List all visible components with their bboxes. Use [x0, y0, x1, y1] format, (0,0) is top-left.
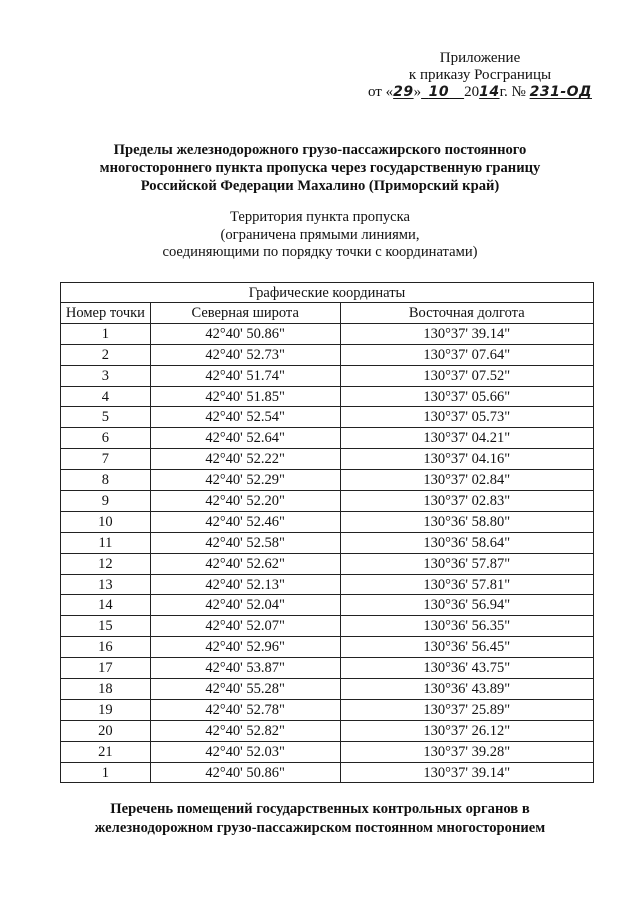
- table-header-row: [61, 303, 594, 324]
- longitude-cell: 130°36' 58.64": [340, 532, 594, 553]
- longitude-cell: 130°37' 07.52": [340, 365, 594, 386]
- longitude-cell: 130°37' 39.28": [340, 741, 594, 762]
- subtitle-line: соединяющими по порядку точки с координатами): [162, 244, 478, 260]
- order-reference: к приказу Росграницы: [408, 67, 552, 83]
- point-number-cell: 19: [61, 699, 151, 720]
- latitude-cell: 42°40' 55.28": [150, 679, 340, 700]
- point-number-cell: 13: [61, 574, 151, 595]
- title-line: Пределы железнодорожного грузо-пассажирского постоянного: [113, 142, 527, 158]
- point-number-cell: 12: [61, 553, 151, 574]
- longitude-cell: 130°37' 25.89": [340, 699, 594, 720]
- longitude-cell: 130°37' 39.14": [340, 762, 594, 783]
- table-row: [61, 679, 594, 700]
- point-number-cell: 17: [61, 658, 151, 679]
- latitude-cell: 42°40' 53.87": [150, 658, 340, 679]
- longitude-cell: 130°37' 02.84": [340, 470, 594, 491]
- order-number: 231-ОД: [529, 84, 592, 100]
- table-row: [61, 595, 594, 616]
- appendix-label: Приложение: [439, 50, 521, 66]
- point-number-cell: 6: [61, 428, 151, 449]
- latitude-cell: 42°40' 52.04": [150, 595, 340, 616]
- table-row: [61, 428, 594, 449]
- point-number-cell: 8: [61, 470, 151, 491]
- table-row: [61, 365, 594, 386]
- table-row: [61, 386, 594, 407]
- point-number-cell: 14: [61, 595, 151, 616]
- point-number-cell: 5: [61, 407, 151, 428]
- point-number-cell: 21: [61, 741, 151, 762]
- latitude-cell: 42°40' 52.13": [150, 574, 340, 595]
- point-number-cell: 20: [61, 720, 151, 741]
- latitude-cell: 42°40' 50.86": [150, 323, 340, 344]
- point-number-cell: 10: [61, 511, 151, 532]
- year-prefix: 20: [464, 84, 480, 100]
- table-row: [61, 574, 594, 595]
- point-number-cell: 15: [61, 616, 151, 637]
- table-row: [61, 658, 594, 679]
- table-row: [61, 637, 594, 658]
- longitude-cell: 130°37' 04.16": [340, 449, 594, 470]
- latitude-cell: 42°40' 50.86": [150, 762, 340, 783]
- longitude-cell: 130°37' 05.73": [340, 407, 594, 428]
- column-header-point: Номер точки: [61, 303, 151, 324]
- column-header-latitude: Северная широта: [150, 303, 340, 324]
- point-number-cell: 2: [61, 344, 151, 365]
- coordinates-table: [60, 282, 594, 783]
- title-line: многостороннего пункта пропуска через государственную границу: [99, 160, 541, 176]
- longitude-cell: 130°36' 58.80": [340, 511, 594, 532]
- table-row: [61, 553, 594, 574]
- year-suffix: 14: [479, 84, 500, 100]
- longitude-cell: 130°37' 07.64": [340, 344, 594, 365]
- latitude-cell: 42°40' 52.03": [150, 741, 340, 762]
- longitude-cell: 130°37' 39.14": [340, 323, 594, 344]
- footer-line: Перечень помещений государственных контрольных органов в: [110, 801, 530, 817]
- longitude-cell: 130°36' 57.87": [340, 553, 594, 574]
- latitude-cell: 42°40' 52.07": [150, 616, 340, 637]
- latitude-cell: 42°40' 51.85": [150, 386, 340, 407]
- table-row: [61, 616, 594, 637]
- latitude-cell: 42°40' 52.29": [150, 470, 340, 491]
- longitude-cell: 130°36' 56.35": [340, 616, 594, 637]
- latitude-cell: 42°40' 52.82": [150, 720, 340, 741]
- point-number-cell: 18: [61, 679, 151, 700]
- latitude-cell: 42°40' 52.78": [150, 699, 340, 720]
- latitude-cell: 42°40' 52.20": [150, 491, 340, 512]
- longitude-cell: 130°36' 43.75": [340, 658, 594, 679]
- latitude-cell: 42°40' 51.74": [150, 365, 340, 386]
- point-number-cell: 1: [61, 323, 151, 344]
- order-month: 10: [428, 84, 450, 100]
- table-row: [61, 511, 594, 532]
- longitude-cell: 130°37' 02.83": [340, 491, 594, 512]
- point-number-cell: 11: [61, 532, 151, 553]
- latitude-cell: 42°40' 52.73": [150, 344, 340, 365]
- point-number-cell: 9: [61, 491, 151, 512]
- latitude-cell: 42°40' 52.22": [150, 449, 340, 470]
- longitude-cell: 130°36' 56.45": [340, 637, 594, 658]
- premises-heading: [60, 800, 580, 838]
- column-header-longitude: Восточная долгота: [340, 303, 594, 324]
- order-day: 29: [393, 84, 414, 100]
- point-number-cell: 1: [61, 762, 151, 783]
- order-date-line: [368, 84, 592, 101]
- point-number-cell: 4: [61, 386, 151, 407]
- group-header: Графические координаты: [61, 283, 594, 303]
- longitude-cell: 130°37' 05.66": [340, 386, 594, 407]
- table-row: [61, 323, 594, 344]
- latitude-cell: 42°40' 52.54": [150, 407, 340, 428]
- latitude-cell: 42°40' 52.62": [150, 553, 340, 574]
- appendix-header: [360, 50, 600, 101]
- table-row: [61, 491, 594, 512]
- order-month-field: [421, 84, 464, 100]
- longitude-cell: 130°37' 26.12": [340, 720, 594, 741]
- latitude-cell: 42°40' 52.96": [150, 637, 340, 658]
- title-line: Российской Федерации Махалино (Приморский край): [140, 178, 500, 194]
- longitude-cell: 130°36' 43.89": [340, 679, 594, 700]
- table-group-header-row: [61, 283, 594, 303]
- footer-line: железнодорожном грузо-пассажирском постоянном многосторонием: [94, 820, 546, 836]
- date-close-quote: »: [413, 84, 422, 100]
- table-row: [61, 344, 594, 365]
- table-row: [61, 407, 594, 428]
- latitude-cell: 42°40' 52.58": [150, 532, 340, 553]
- document-title: [60, 141, 580, 195]
- point-number-cell: 7: [61, 449, 151, 470]
- table-row: [61, 741, 594, 762]
- table-row: [61, 532, 594, 553]
- latitude-cell: 42°40' 52.46": [150, 511, 340, 532]
- number-label: г. №: [499, 84, 526, 100]
- date-prefix: от «: [368, 84, 394, 100]
- longitude-cell: 130°37' 04.21": [340, 428, 594, 449]
- latitude-cell: 42°40' 52.64": [150, 428, 340, 449]
- point-number-cell: 16: [61, 637, 151, 658]
- table-row: [61, 720, 594, 741]
- table-row: [61, 449, 594, 470]
- table-row: [61, 699, 594, 720]
- point-number-cell: 3: [61, 365, 151, 386]
- table-row: [61, 470, 594, 491]
- territory-description: [60, 209, 580, 262]
- subtitle-line: Территория пункта пропуска: [229, 209, 411, 225]
- longitude-cell: 130°36' 56.94": [340, 595, 594, 616]
- table-body: [61, 323, 594, 783]
- table-row: [61, 762, 594, 783]
- subtitle-line: (ограничена прямыми линиями,: [220, 226, 420, 243]
- longitude-cell: 130°36' 57.81": [340, 574, 594, 595]
